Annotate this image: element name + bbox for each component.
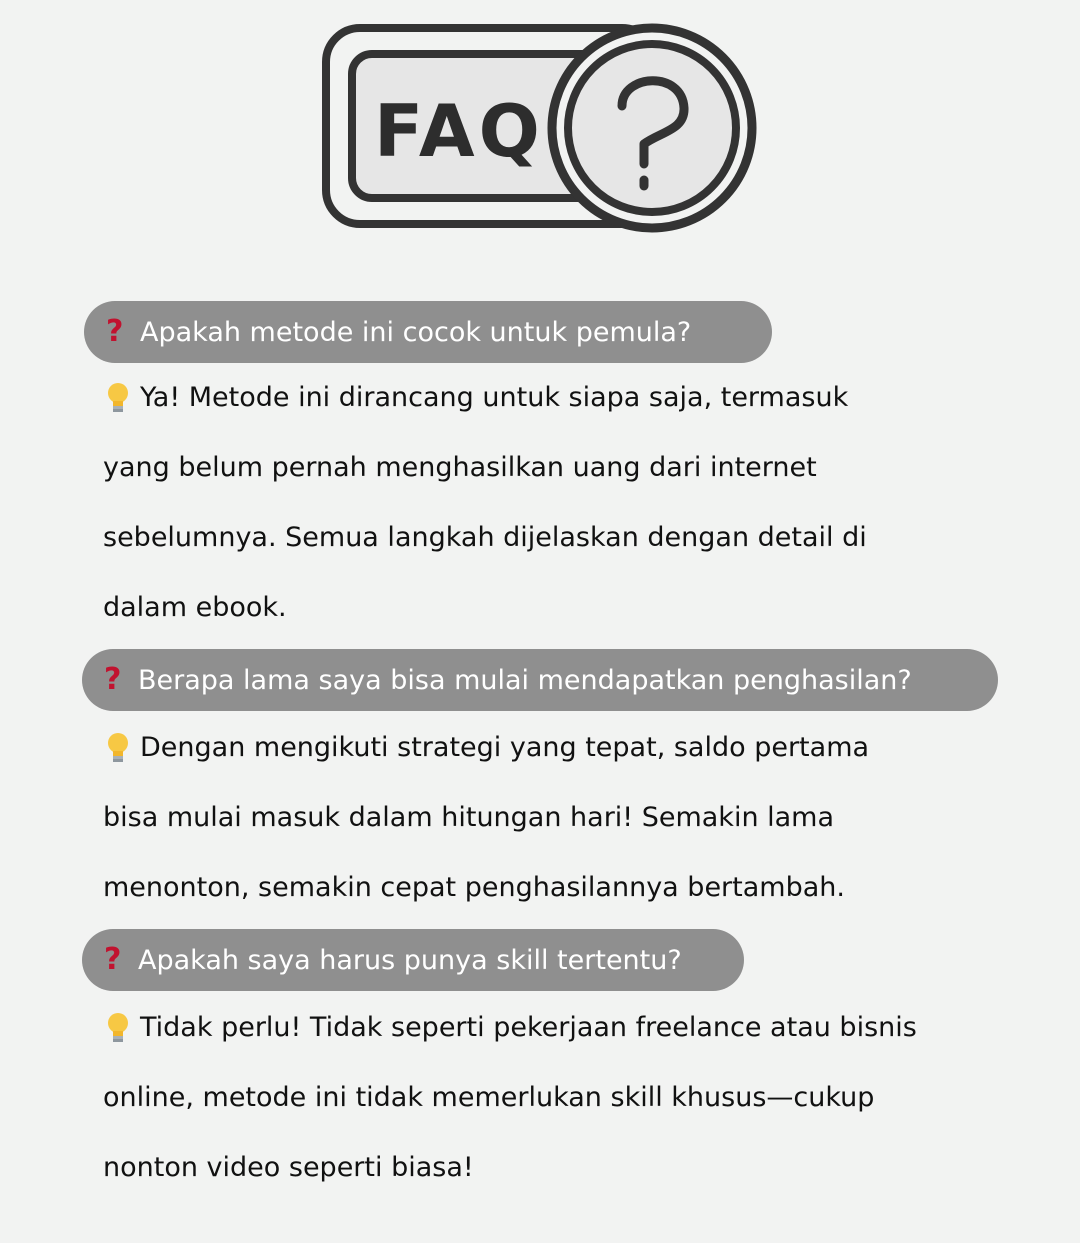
faq-answer-1-line-2: yang belum pernah menghasilkan uang dari internet <box>103 452 817 483</box>
faq-answer-3-line-3: nonton video seperti biasa! <box>103 1152 474 1183</box>
faq-question-text: Berapa lama saya bisa mulai mendapatkan penghasilan? <box>138 665 912 696</box>
light-bulb-icon <box>103 731 133 765</box>
light-bulb-icon <box>103 381 133 415</box>
faq-answer-3-line-2: online, metode ini tidak memerlukan skill khusus—cukup <box>103 1082 875 1113</box>
faq-question-text: Apakah metode ini cocok untuk pemula? <box>140 317 692 348</box>
faq-logo <box>322 22 758 234</box>
red-question-mark-icon: ? <box>104 942 122 977</box>
light-bulb-icon <box>103 1011 133 1045</box>
faq-answer-2-line-3: menonton, semakin cepat penghasilannya bertambah. <box>103 872 845 903</box>
faq-question-3 <box>82 929 744 991</box>
red-question-mark-icon: ? <box>104 662 122 697</box>
faq-question-1 <box>84 301 772 363</box>
faq-answer-2-line-1: Dengan mengikuti strategi yang tepat, saldo pertama <box>103 731 869 765</box>
faq-answer-1-line-1: Ya! Metode ini dirancang untuk siapa saja, termasuk <box>103 381 848 415</box>
faq-answer-2-line-2: bisa mulai masuk dalam hitungan hari! Semakin lama <box>103 802 835 833</box>
faq-answer-3-line-1: Tidak perlu! Tidak seperti pekerjaan freelance atau bisnis <box>103 1011 917 1045</box>
red-question-mark-icon: ? <box>106 314 124 349</box>
faq-question-2 <box>82 649 998 711</box>
faq-answer-1-line-4: dalam ebook. <box>103 592 287 623</box>
faq-logo-text: FAQ <box>374 89 544 173</box>
faq-answer-1-line-3: sebelumnya. Semua langkah dijelaskan dengan detail di <box>103 522 867 553</box>
faq-question-text: Apakah saya harus punya skill tertentu? <box>138 945 682 976</box>
